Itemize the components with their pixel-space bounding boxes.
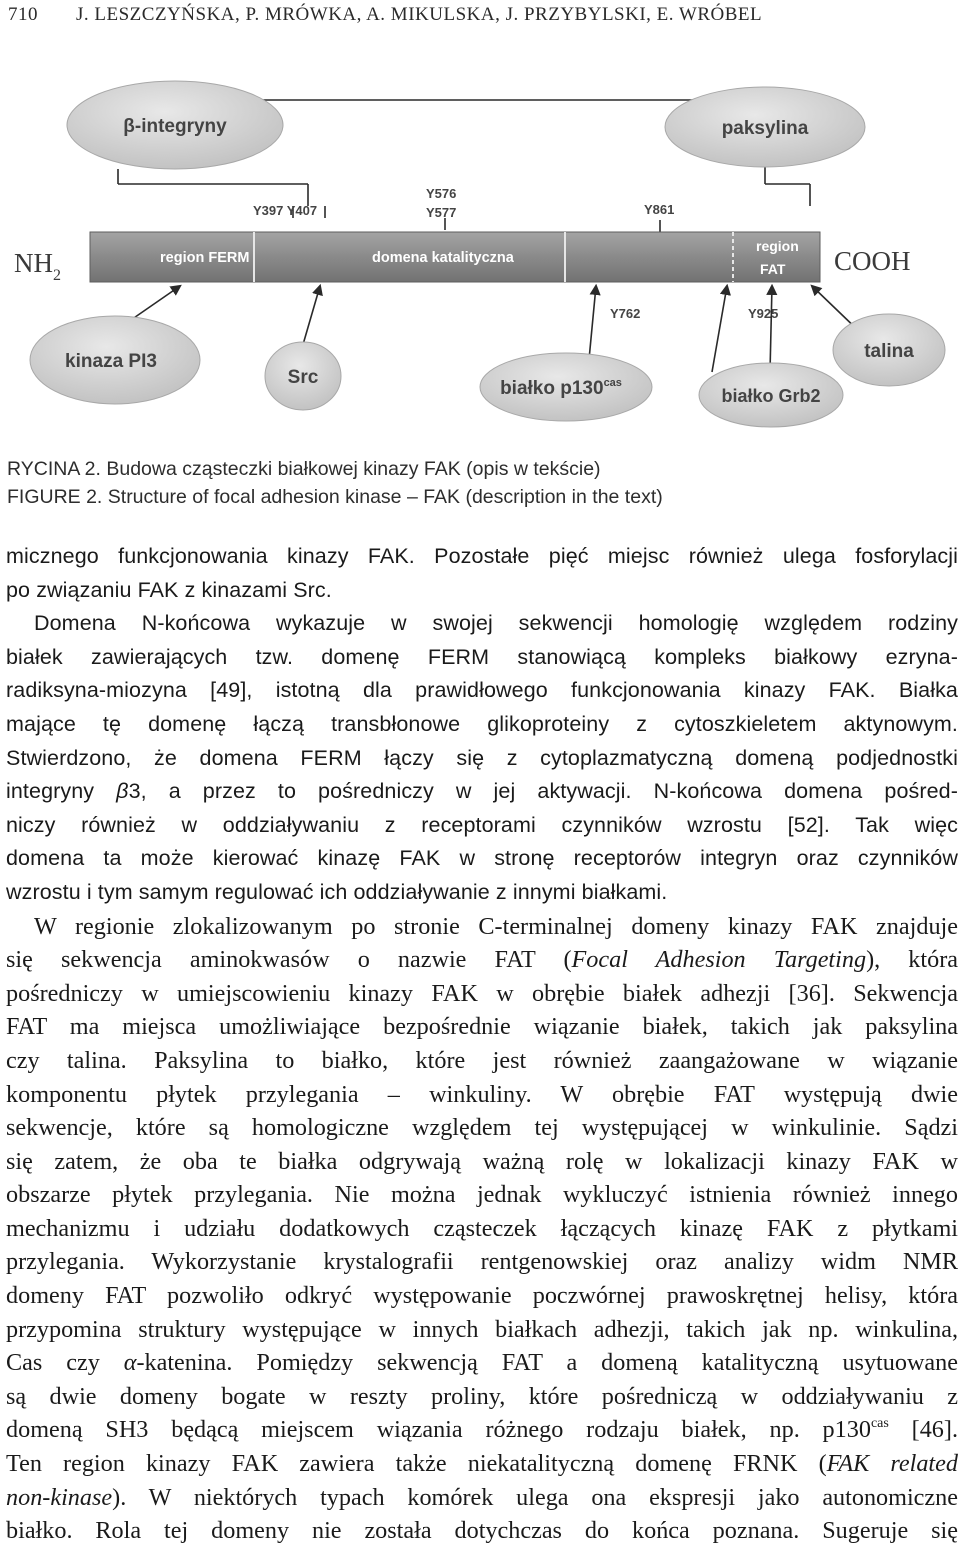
catalytic-domain-label: domena katalityczna bbox=[372, 250, 514, 266]
n-terminus-label: $NH_2$ bbox=[14, 248, 61, 284]
text-line: się sekwencja aminokwasów o nazwie FAT (Focal Adhesion Targeting), która bbox=[6, 946, 959, 974]
text-line: białko. Rola tej domeny nie została dotychczas do końca poznana. Sugeruje się bbox=[6, 1517, 958, 1545]
beta-symbol: β bbox=[116, 779, 129, 804]
italic-term: non-kinase bbox=[6, 1483, 113, 1511]
text-line: FAT ma miejsca umożliwiające bezpośrednie wiązanie białek, takich jak paksylina bbox=[6, 1013, 958, 1041]
site-y861: Y861 bbox=[644, 202, 675, 217]
caption-polish: RYCINA 2. Budowa cząsteczki białkowej kinazy FAK (opis w tekście) bbox=[7, 458, 601, 480]
text-line: komponentu płytek przylegania – winkuliny. W obrębie FAT występują dwie bbox=[6, 1080, 958, 1108]
superscript-cas: cas bbox=[870, 1416, 889, 1432]
text-line: micznego funkcjonowania kinazy FAK. Pozostałe pięć miejsc również ulega fosforylacji bbox=[6, 544, 958, 568]
grb2-arrow bbox=[770, 286, 772, 372]
alpha-symbol: α bbox=[123, 1349, 137, 1377]
text-line: po związaniu FAK z kinazami Src. bbox=[6, 577, 332, 602]
pi3k-arrow bbox=[128, 286, 180, 322]
text-line: wzrostu i tym samym regulować ich oddziaływanie z innymi białkami. bbox=[6, 879, 668, 904]
region-fat-label-2: FAT bbox=[760, 261, 786, 277]
text-line: mające tę domenę łączą transbłonowe glikoproteiny z cytoszkieletem aktynowym. bbox=[6, 711, 958, 736]
text-line: radiksyna-miozyna [49], istotną dla prawidłowego funkcjonowania kinazy FAK. Białka bbox=[6, 678, 958, 703]
text-line: non-kinase). W niektórych typach komórek ulega ona ekspresji jako autonomiczne bbox=[6, 1483, 958, 1511]
text-line: się zatem, że oba te białka odgrywają ważną rolę w lokalizacji kinazy FAK w bbox=[6, 1147, 958, 1175]
running-head bbox=[8, 4, 948, 32]
integrins-label: β-integryny bbox=[123, 116, 227, 137]
text-line: czy talina. Paksylina to białko, które jest również zaangażowane w wiązanie bbox=[6, 1046, 958, 1074]
text-line: przylegania. Wykorzystanie krystalografii rentgenowskiej oraz analizy widm NMR bbox=[6, 1248, 958, 1276]
site-y397-y407: Y397 Y407 bbox=[253, 203, 318, 218]
binding-arrows bbox=[128, 286, 864, 372]
text-line: domeny FAT pozwoliło odkryć występowanie poczwórnej prawoskrętnej helisy, która bbox=[6, 1282, 958, 1310]
body-text bbox=[6, 540, 958, 1548]
region-ferm-label: region FERM bbox=[160, 250, 250, 266]
text-line: Domena N-końcowa wykazuje w swojej sekwencji homologię względem rodziny bbox=[34, 611, 958, 636]
text-line: Cas czy α-katenina. Pomiędzy sekwencją FAT a domeną katalityczną usytuowane bbox=[6, 1349, 958, 1377]
p130-arrow-2 bbox=[712, 286, 727, 372]
text-line: przypomina struktury występujące w innych białkach adhezji, takich jak np. winkulina, bbox=[6, 1315, 958, 1343]
src-arrow bbox=[302, 286, 320, 348]
text-line: integryny β3, a przez to pośredniczy w jej aktywacji. N-końcowa domena pośred- bbox=[6, 779, 958, 804]
page-number: 710 bbox=[8, 4, 38, 25]
text-line: W regionie zlokalizowanym po stronie C-terminalnej domeny kinazy FAK znajduje bbox=[34, 912, 958, 940]
text-line: są dwie domeny bogate w reszty proliny, które pośredniczą w oddziaływaniu z bbox=[6, 1382, 958, 1410]
text-line: domeną SH3 będącą miejscem wiązania różnego rodzaju białek, np. $p130^{cas}$ [46]. bbox=[6, 1416, 958, 1444]
text-line: pośredniczy w umiejscowieniu kinazy FAK w obrębie białek adhezji [36]. Sekwencja bbox=[6, 979, 958, 1007]
running-head-authors: J. LESZCZYŃSKA, P. MRÓWKA, A. MIKULSKA, J. PRZYBYLSKI, E. WRÓBEL bbox=[76, 4, 763, 25]
fak-structure-figure bbox=[0, 60, 960, 450]
text-line: Stwierdzono, że domena FERM łączy się z cytoplazmatyczną domeną podjednostki bbox=[6, 745, 958, 770]
region-fat-label-1: region bbox=[756, 238, 799, 254]
text-line: niczy również w oddziaływaniu z receptorami czynników wzrostu [52]. Tak więc bbox=[6, 812, 958, 837]
c-terminus-label: COOH bbox=[834, 246, 911, 276]
italic-term: Focal Adhesion Targeting bbox=[571, 946, 867, 974]
text-line: Ten region kinazy FAK zawiera także niekatalityczną domenę FRNK (FAK related bbox=[6, 1450, 958, 1478]
site-y576: Y576 bbox=[426, 186, 457, 201]
paxillin-label: paksylina bbox=[721, 118, 809, 139]
caption-english: FIGURE 2. Structure of focal adhesion kinase – FAK (description in the text) bbox=[7, 486, 663, 508]
pi3k-label: kinaza PI3 bbox=[65, 351, 157, 372]
site-y925: Y925 bbox=[748, 306, 779, 321]
text-line: sekwencje, które są homologiczne względem tej występującej w winkulinie. Sądzi bbox=[6, 1114, 958, 1142]
text-line: białek zawierających tzw. domenę FERM stanowiącą kompleks białkowy ezryna- bbox=[6, 644, 958, 669]
text-line: mechanizmu i udziału dodatkowych cząsteczek łączących kinazę FAK z płytkami bbox=[6, 1214, 958, 1242]
text-line: domena ta może kierować kinazę FAK w stronę receptorów integryn oraz czynników bbox=[6, 846, 958, 871]
talin-label: talina bbox=[864, 341, 914, 362]
text-line: obszarze płytek przylegania. Nie można jednak wykluczyć istnienia również innego bbox=[6, 1181, 958, 1209]
grb2-label: białko Grb2 bbox=[721, 386, 821, 406]
italic-term: FAK related bbox=[826, 1450, 958, 1478]
fak-diagram bbox=[0, 60, 960, 450]
site-y577: Y577 bbox=[426, 205, 457, 220]
p130-label: białko $p130^{cas}$ bbox=[500, 377, 622, 399]
src-label: Src bbox=[287, 367, 319, 388]
site-y762: Y762 bbox=[610, 306, 641, 321]
